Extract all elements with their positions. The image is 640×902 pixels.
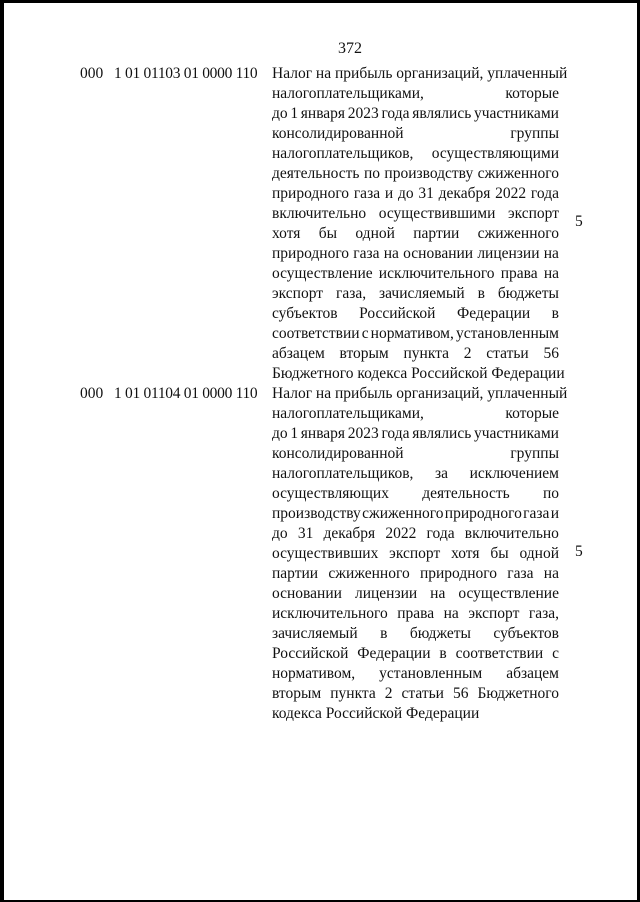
text-line: вторым пункта 2 статьи 56 Бюджетного: [272, 685, 559, 702]
text-line: природного газа на основании лицензии на: [272, 245, 559, 262]
text-line: до 1 января 2023 года являлись участниками: [272, 105, 559, 122]
text-line: экспорт газа, зачисляемый в бюджеты: [272, 285, 559, 302]
text-line: исключительного права на экспорт газа,: [272, 605, 559, 622]
text-line: осуществивших экспорт хотя бы одной: [272, 545, 559, 562]
text-line: абзацем вторым пункта 2 статьи 56: [272, 345, 559, 362]
text-line: производству сжиженного природного газа и: [272, 505, 559, 522]
text-line: налогоплательщиками, которые: [272, 85, 559, 102]
text-line: консолидированной группы: [272, 445, 559, 462]
text-line: осуществление исключительного права на: [272, 265, 559, 282]
norm-percent: 5: [575, 543, 583, 560]
admin-code: 000: [80, 385, 104, 402]
admin-code: 000: [80, 65, 104, 82]
text-line: налогоплательщиков, осуществляющими: [272, 145, 559, 162]
text-line: Российской Федерации в соответствии с: [272, 645, 559, 662]
page-number: 372: [338, 40, 362, 57]
text-line: до 31 декабря 2022 года включительно: [272, 525, 559, 542]
text-line: до 1 января 2023 года являлись участниками: [272, 425, 559, 442]
text-line: Налог на прибыль организаций, уплаченный: [272, 65, 568, 82]
text-line: включительно осуществившими экспорт: [272, 205, 559, 222]
kbk-code: 1 01 01103 01 0000 110: [114, 65, 258, 82]
text-line: субъектов Российской Федерации в: [272, 305, 559, 322]
text-line: деятельность по производству сжиженного: [272, 165, 559, 182]
norm-percent: 5: [575, 213, 583, 230]
text-line: основании лицензии на осуществление: [272, 585, 559, 602]
text-line: зачисляемый в бюджеты субъектов: [272, 625, 559, 642]
text-line: нормативом, установленным абзацем: [272, 665, 559, 682]
description-text: [272, 384, 568, 724]
text-line: осуществляющих деятельность по: [272, 485, 559, 502]
text-line: кодекса Российской Федерации: [272, 705, 480, 722]
text-line: Бюджетного кодекса Российской Федерации: [272, 365, 565, 382]
kbk-code: 1 01 01104 01 0000 110: [114, 385, 258, 402]
text-line: соответствии с нормативом, установленным: [272, 325, 559, 342]
text-line: природного газа и до 31 декабря 2022 года: [272, 185, 559, 202]
text-line: хотя бы одной партии сжиженного: [272, 225, 559, 242]
scan-border-top: [0, 0, 640, 3]
text-line: налогоплательщиков, за исключением: [272, 465, 559, 482]
text-line: партии сжиженного природного газа на: [272, 565, 559, 582]
text-line: консолидированной группы: [272, 125, 559, 142]
text-line: налогоплательщиками, которые: [272, 405, 559, 422]
text-line: Налог на прибыль организаций, уплаченный: [272, 385, 568, 402]
scan-border-left: [0, 0, 4, 902]
description-text: [272, 64, 568, 384]
